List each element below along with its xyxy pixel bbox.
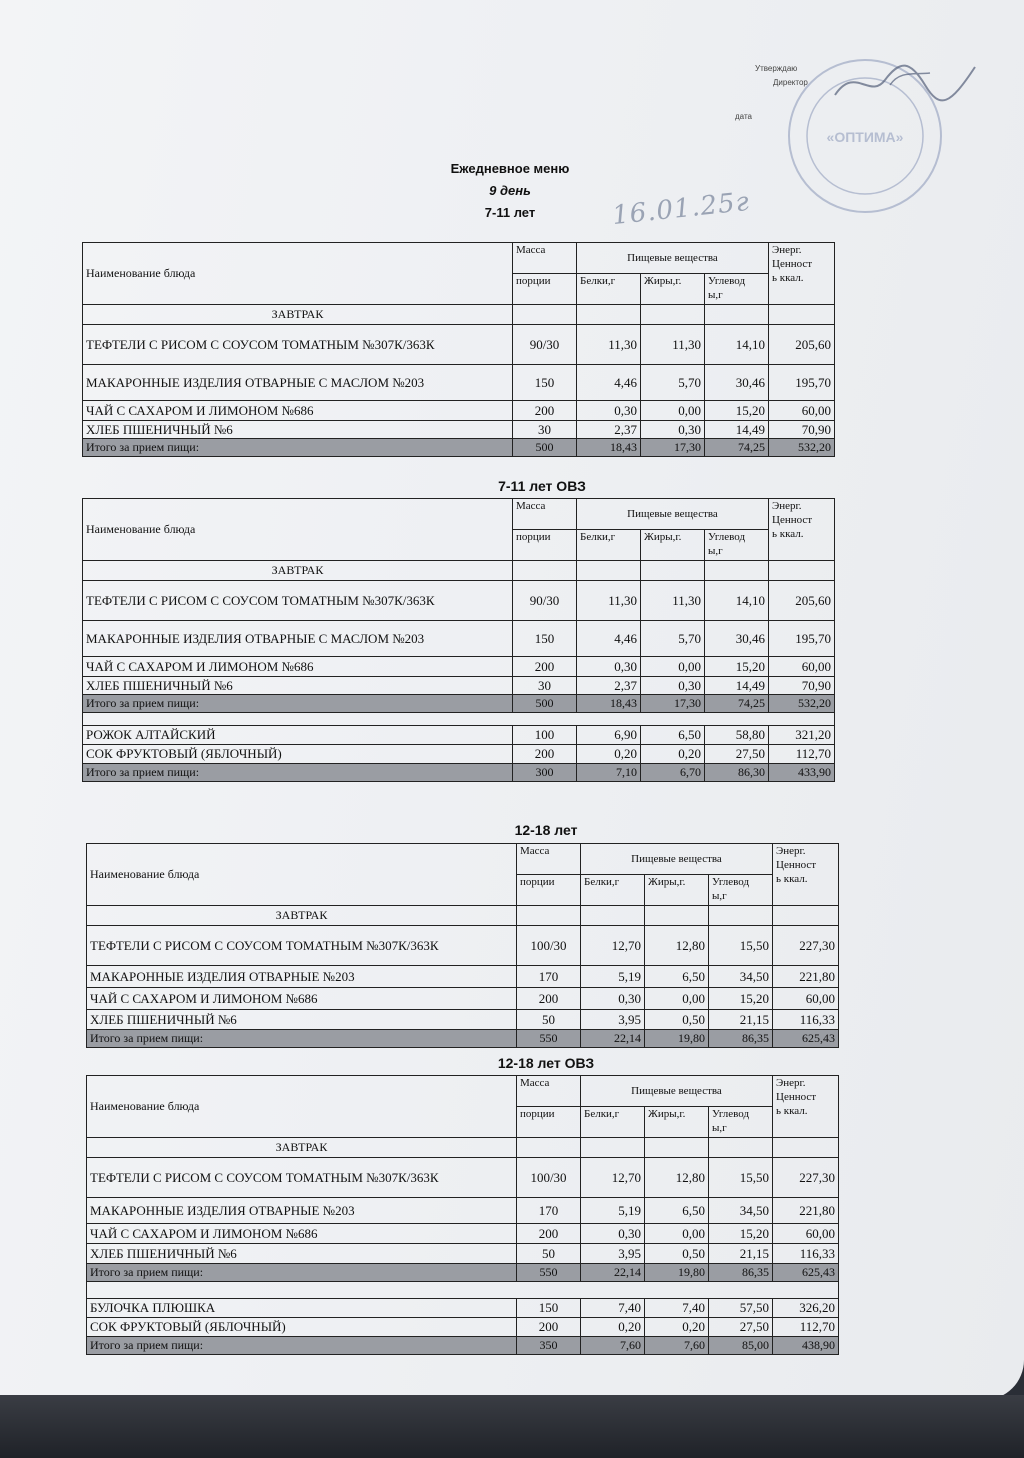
dish-row xyxy=(83,365,835,401)
dish-energy: 221,80 xyxy=(773,966,839,988)
dish-protein: 0,30 xyxy=(577,657,641,677)
dish-portion: 90/30 xyxy=(513,325,577,365)
column-header-energy: Энерг. Ценност ь ккал. xyxy=(773,844,839,906)
dish-row xyxy=(83,726,835,745)
total-label: Итого за прием пищи: xyxy=(87,1337,517,1355)
total-value: 300 xyxy=(513,764,577,782)
dish-portion: 150 xyxy=(513,621,577,657)
column-header-energy: Энерг. Ценност ь ккал. xyxy=(769,499,835,561)
dish-name: ТЕФТЕЛИ С РИСОМ С СОУСОМ ТОМАТНЫМ №307К/363К xyxy=(87,1158,517,1198)
section-title: 12-18 лет ОВЗ xyxy=(497,1055,595,1071)
dish-protein: 3,95 xyxy=(581,1244,645,1264)
dish-portion: 200 xyxy=(513,745,577,764)
dish-protein: 12,70 xyxy=(581,926,645,966)
empty-cell xyxy=(645,906,709,926)
dish-energy: 205,60 xyxy=(769,581,835,621)
total-value: 500 xyxy=(513,695,577,713)
column-header-mass: Масса xyxy=(513,243,577,274)
dish-portion: 150 xyxy=(513,365,577,401)
dish-portion: 170 xyxy=(517,966,581,988)
column-header-fat: Жиры,г. xyxy=(645,1107,709,1138)
dish-row xyxy=(83,657,835,677)
handwritten-date: 16.01.25г xyxy=(610,186,752,232)
total-row xyxy=(87,1264,839,1282)
dish-protein: 11,30 xyxy=(577,325,641,365)
meal-label: ЗАВТРАК xyxy=(87,906,517,926)
header-row xyxy=(83,243,835,274)
meal-label: ЗАВТРАК xyxy=(83,305,513,325)
column-header-energy: Энерг. Ценност ь ккал. xyxy=(769,243,835,305)
total-row xyxy=(83,439,835,457)
approval-line-date: дата xyxy=(735,112,752,121)
dish-portion: 90/30 xyxy=(513,581,577,621)
empty-cell xyxy=(517,1138,581,1158)
total-label: Итого за прием пищи: xyxy=(83,695,513,713)
column-header-protein: Белки,г xyxy=(577,530,641,561)
total-value: 86,30 xyxy=(705,764,769,782)
empty-cell xyxy=(577,305,641,325)
dish-fat: 12,80 xyxy=(645,926,709,966)
total-value: 7,60 xyxy=(581,1337,645,1355)
total-value: 532,20 xyxy=(769,695,835,713)
dish-protein: 5,19 xyxy=(581,1198,645,1224)
empty-cell xyxy=(709,1138,773,1158)
header-row xyxy=(87,844,839,875)
dish-fat: 6,50 xyxy=(641,726,705,745)
dish-protein: 0,20 xyxy=(581,1318,645,1337)
dish-name: ХЛЕБ ПШЕНИЧНЫЙ №6 xyxy=(87,1244,517,1264)
spacer-row xyxy=(83,713,835,726)
dish-energy: 70,90 xyxy=(769,421,835,439)
dish-fat: 0,50 xyxy=(645,1244,709,1264)
dish-fat: 11,30 xyxy=(641,581,705,621)
column-header-name: Наименование блюда xyxy=(87,844,517,906)
dish-energy: 112,70 xyxy=(773,1318,839,1337)
dish-energy: 221,80 xyxy=(773,1198,839,1224)
dish-fat: 6,50 xyxy=(645,966,709,988)
dish-portion: 200 xyxy=(517,1224,581,1244)
dish-portion: 200 xyxy=(517,1318,581,1337)
approval-line-director: Директор xyxy=(773,78,808,87)
empty-cell xyxy=(645,1138,709,1158)
dish-protein: 4,46 xyxy=(577,365,641,401)
menu-table xyxy=(82,242,835,457)
dish-energy: 195,70 xyxy=(769,365,835,401)
column-header-carbs: Углевод ы,г xyxy=(705,274,769,305)
dish-energy: 116,33 xyxy=(773,1010,839,1030)
dish-energy: 60,00 xyxy=(773,988,839,1010)
total-value: 7,60 xyxy=(645,1337,709,1355)
dish-carbs: 30,46 xyxy=(705,365,769,401)
dish-energy: 321,20 xyxy=(769,726,835,745)
dish-name: ЧАЙ С САХАРОМ И ЛИМОНОМ №686 xyxy=(83,657,513,677)
dish-fat: 0,00 xyxy=(641,657,705,677)
total-value: 74,25 xyxy=(705,439,769,457)
page-title: Ежедневное меню xyxy=(450,161,570,176)
spacer-cell xyxy=(87,1282,839,1299)
total-value: 74,25 xyxy=(705,695,769,713)
dish-protein: 0,30 xyxy=(577,401,641,421)
meal-row xyxy=(83,561,835,581)
total-value: 6,70 xyxy=(641,764,705,782)
dish-fat: 6,50 xyxy=(645,1198,709,1224)
dish-name: ЧАЙ С САХАРОМ И ЛИМОНОМ №686 xyxy=(83,401,513,421)
dish-name: ТЕФТЕЛИ С РИСОМ С СОУСОМ ТОМАТНЫМ №307К/363К xyxy=(83,325,513,365)
dish-name: ХЛЕБ ПШЕНИЧНЫЙ №6 xyxy=(83,421,513,439)
dish-row xyxy=(87,1299,839,1318)
dish-carbs: 15,20 xyxy=(709,1224,773,1244)
meal-label: ЗАВТРАК xyxy=(87,1138,517,1158)
total-label: Итого за прием пищи: xyxy=(87,1030,517,1048)
column-header-nutrients: Пищевые вещества xyxy=(581,1076,773,1107)
dish-carbs: 14,49 xyxy=(705,421,769,439)
dish-energy: 60,00 xyxy=(773,1224,839,1244)
column-header-protein: Белки,г xyxy=(581,1107,645,1138)
column-header-fat: Жиры,г. xyxy=(645,875,709,906)
dish-energy: 326,20 xyxy=(773,1299,839,1318)
header-row xyxy=(87,1076,839,1107)
menu-header xyxy=(380,158,640,224)
menu-table xyxy=(86,843,839,1048)
dish-carbs: 14,10 xyxy=(705,581,769,621)
age-label: 7-11 лет xyxy=(484,205,536,220)
dish-carbs: 27,50 xyxy=(705,745,769,764)
dish-protein: 0,30 xyxy=(581,1224,645,1244)
column-header-nutrients: Пищевые вещества xyxy=(577,243,769,274)
empty-cell xyxy=(705,561,769,581)
column-header-name: Наименование блюда xyxy=(87,1076,517,1138)
total-value: 550 xyxy=(517,1030,581,1048)
dish-energy: 195,70 xyxy=(769,621,835,657)
dish-carbs: 21,15 xyxy=(709,1244,773,1264)
dish-carbs: 27,50 xyxy=(709,1318,773,1337)
column-header-portion: порции xyxy=(513,274,577,305)
column-header-protein: Белки,г xyxy=(577,274,641,305)
empty-cell xyxy=(577,561,641,581)
dish-energy: 205,60 xyxy=(769,325,835,365)
column-header-mass: Масса xyxy=(517,844,581,875)
total-value: 85,00 xyxy=(709,1337,773,1355)
dish-carbs: 58,80 xyxy=(705,726,769,745)
total-value: 17,30 xyxy=(641,439,705,457)
dish-portion: 30 xyxy=(513,677,577,695)
dish-row xyxy=(87,1198,839,1224)
dish-name: МАКАРОННЫЕ ИЗДЕЛИЯ ОТВАРНЫЕ С МАСЛОМ №203 xyxy=(83,365,513,401)
empty-cell xyxy=(773,1138,839,1158)
total-value: 433,90 xyxy=(769,764,835,782)
dish-carbs: 15,50 xyxy=(709,926,773,966)
dish-portion: 150 xyxy=(517,1299,581,1318)
empty-cell xyxy=(641,561,705,581)
dish-carbs: 15,20 xyxy=(705,401,769,421)
dish-fat: 0,20 xyxy=(641,745,705,764)
dish-fat: 0,50 xyxy=(645,1010,709,1030)
dish-fat: 7,40 xyxy=(645,1299,709,1318)
dish-portion: 200 xyxy=(517,988,581,1010)
dish-energy: 70,90 xyxy=(769,677,835,695)
total-label: Итого за прием пищи: xyxy=(87,1264,517,1282)
dish-name: ЧАЙ С САХАРОМ И ЛИМОНОМ №686 xyxy=(87,988,517,1010)
dish-carbs: 34,50 xyxy=(709,1198,773,1224)
menu-table xyxy=(82,498,835,782)
total-row xyxy=(87,1030,839,1048)
dish-fat: 0,00 xyxy=(645,1224,709,1244)
section-title: 7-11 лет ОВЗ xyxy=(498,478,586,494)
spacer-cell xyxy=(83,713,835,726)
dish-protein: 11,30 xyxy=(577,581,641,621)
dish-protein: 7,40 xyxy=(581,1299,645,1318)
dish-portion: 100/30 xyxy=(517,926,581,966)
dish-name: МАКАРОННЫЕ ИЗДЕЛИЯ ОТВАРНЫЕ №203 xyxy=(87,1198,517,1224)
column-header-protein: Белки,г xyxy=(581,875,645,906)
empty-cell xyxy=(517,906,581,926)
dish-name: МАКАРОННЫЕ ИЗДЕЛИЯ ОТВАРНЫЕ №203 xyxy=(87,966,517,988)
empty-cell xyxy=(641,305,705,325)
dish-fat: 12,80 xyxy=(645,1158,709,1198)
column-header-name: Наименование блюда xyxy=(83,499,513,561)
dish-energy: 227,30 xyxy=(773,926,839,966)
dish-row xyxy=(83,581,835,621)
dish-name: ЧАЙ С САХАРОМ И ЛИМОНОМ №686 xyxy=(87,1224,517,1244)
dish-row xyxy=(83,677,835,695)
empty-cell xyxy=(769,305,835,325)
section-title: 12-18 лет xyxy=(514,822,578,838)
dish-fat: 5,70 xyxy=(641,365,705,401)
empty-cell xyxy=(705,305,769,325)
column-header-fat: Жиры,г. xyxy=(641,274,705,305)
total-value: 17,30 xyxy=(641,695,705,713)
dish-portion: 100/30 xyxy=(517,1158,581,1198)
total-value: 532,20 xyxy=(769,439,835,457)
total-value: 18,43 xyxy=(577,439,641,457)
dish-fat: 11,30 xyxy=(641,325,705,365)
total-value: 500 xyxy=(513,439,577,457)
table-surface xyxy=(0,1395,1024,1458)
dish-energy: 227,30 xyxy=(773,1158,839,1198)
total-value: 22,14 xyxy=(581,1264,645,1282)
total-value: 550 xyxy=(517,1264,581,1282)
dish-carbs: 34,50 xyxy=(709,966,773,988)
total-value: 350 xyxy=(517,1337,581,1355)
empty-cell xyxy=(773,906,839,926)
dish-carbs: 15,20 xyxy=(705,657,769,677)
dish-row xyxy=(87,1158,839,1198)
dish-name: БУЛОЧКА ПЛЮШКА xyxy=(87,1299,517,1318)
empty-cell xyxy=(513,561,577,581)
dish-portion: 100 xyxy=(513,726,577,745)
dish-protein: 4,46 xyxy=(577,621,641,657)
dish-portion: 200 xyxy=(513,657,577,677)
empty-cell xyxy=(513,305,577,325)
dish-name: ХЛЕБ ПШЕНИЧНЫЙ №6 xyxy=(83,677,513,695)
menu-table xyxy=(86,1075,839,1355)
total-row xyxy=(83,764,835,782)
column-header-portion: порции xyxy=(513,530,577,561)
dish-row xyxy=(83,325,835,365)
column-header-nutrients: Пищевые вещества xyxy=(577,499,769,530)
column-header-fat: Жиры,г. xyxy=(641,530,705,561)
approval-block xyxy=(735,64,808,122)
total-value: 22,14 xyxy=(581,1030,645,1048)
dish-carbs: 21,15 xyxy=(709,1010,773,1030)
column-header-carbs: Углевод ы,г xyxy=(709,1107,773,1138)
total-row xyxy=(83,695,835,713)
dish-name: ТЕФТЕЛИ С РИСОМ С СОУСОМ ТОМАТНЫМ №307К/363К xyxy=(87,926,517,966)
dish-energy: 112,70 xyxy=(769,745,835,764)
total-value: 19,80 xyxy=(645,1264,709,1282)
dish-portion: 30 xyxy=(513,421,577,439)
dish-protein: 12,70 xyxy=(581,1158,645,1198)
empty-cell xyxy=(581,906,645,926)
total-value: 86,35 xyxy=(709,1264,773,1282)
dish-name: МАКАРОННЫЕ ИЗДЕЛИЯ ОТВАРНЫЕ С МАСЛОМ №203 xyxy=(83,621,513,657)
dish-row xyxy=(83,401,835,421)
column-header-portion: порции xyxy=(517,875,581,906)
total-value: 19,80 xyxy=(645,1030,709,1048)
empty-cell xyxy=(709,906,773,926)
dish-row xyxy=(87,926,839,966)
dish-energy: 116,33 xyxy=(773,1244,839,1264)
dish-row xyxy=(87,988,839,1010)
total-label: Итого за прием пищи: xyxy=(83,439,513,457)
meal-row xyxy=(83,305,835,325)
dish-protein: 2,37 xyxy=(577,677,641,695)
dish-row xyxy=(87,1224,839,1244)
dish-name: РОЖОК АЛТАЙСКИЙ xyxy=(83,726,513,745)
total-value: 86,35 xyxy=(709,1030,773,1048)
dish-row xyxy=(87,1010,839,1030)
column-header-mass: Масса xyxy=(513,499,577,530)
dish-protein: 2,37 xyxy=(577,421,641,439)
total-value: 625,43 xyxy=(773,1030,839,1048)
dish-protein: 0,30 xyxy=(581,988,645,1010)
dish-fat: 0,00 xyxy=(645,988,709,1010)
dish-portion: 50 xyxy=(517,1010,581,1030)
dish-name: ТЕФТЕЛИ С РИСОМ С СОУСОМ ТОМАТНЫМ №307К/363К xyxy=(83,581,513,621)
total-row xyxy=(87,1337,839,1355)
dish-name: ХЛЕБ ПШЕНИЧНЫЙ №6 xyxy=(87,1010,517,1030)
dish-carbs: 14,49 xyxy=(705,677,769,695)
dish-fat: 0,20 xyxy=(645,1318,709,1337)
meal-row xyxy=(87,906,839,926)
dish-name: СОК ФРУКТОВЫЙ (ЯБЛОЧНЫЙ) xyxy=(87,1318,517,1337)
dish-fat: 0,00 xyxy=(641,401,705,421)
dish-name: СОК ФРУКТОВЫЙ (ЯБЛОЧНЫЙ) xyxy=(83,745,513,764)
total-value: 18,43 xyxy=(577,695,641,713)
column-header-carbs: Углевод ы,г xyxy=(705,530,769,561)
column-header-nutrients: Пищевые вещества xyxy=(581,844,773,875)
dish-row xyxy=(83,421,835,439)
dish-row xyxy=(83,621,835,657)
column-header-name: Наименование блюда xyxy=(83,243,513,305)
total-value: 438,90 xyxy=(773,1337,839,1355)
header-row xyxy=(83,499,835,530)
spacer-row xyxy=(87,1282,839,1299)
dish-protein: 0,20 xyxy=(577,745,641,764)
dish-carbs: 57,50 xyxy=(709,1299,773,1318)
stamp-text: «ОПТИМА» xyxy=(826,129,904,145)
empty-cell xyxy=(581,1138,645,1158)
day-label: 9 день xyxy=(489,183,531,198)
approval-line-approve: Утверждаю xyxy=(755,64,798,73)
dish-fat: 0,30 xyxy=(641,677,705,695)
dish-energy: 60,00 xyxy=(769,657,835,677)
column-header-carbs: Углевод ы,г xyxy=(709,875,773,906)
total-label: Итого за прием пищи: xyxy=(83,764,513,782)
dish-portion: 170 xyxy=(517,1198,581,1224)
dish-carbs: 15,50 xyxy=(709,1158,773,1198)
dish-row xyxy=(87,1244,839,1264)
dish-energy: 60,00 xyxy=(769,401,835,421)
dish-row xyxy=(87,966,839,988)
dish-carbs: 14,10 xyxy=(705,325,769,365)
dish-portion: 200 xyxy=(513,401,577,421)
column-header-mass: Масса xyxy=(517,1076,581,1107)
empty-cell xyxy=(769,561,835,581)
column-header-energy: Энерг. Ценност ь ккал. xyxy=(773,1076,839,1138)
dish-protein: 3,95 xyxy=(581,1010,645,1030)
dish-carbs: 30,46 xyxy=(705,621,769,657)
total-value: 625,43 xyxy=(773,1264,839,1282)
dish-fat: 5,70 xyxy=(641,621,705,657)
dish-fat: 0,30 xyxy=(641,421,705,439)
dish-protein: 5,19 xyxy=(581,966,645,988)
total-value: 7,10 xyxy=(577,764,641,782)
meal-row xyxy=(87,1138,839,1158)
dish-portion: 50 xyxy=(517,1244,581,1264)
column-header-portion: порции xyxy=(517,1107,581,1138)
dish-row xyxy=(87,1318,839,1337)
dish-protein: 6,90 xyxy=(577,726,641,745)
meal-label: ЗАВТРАК xyxy=(83,561,513,581)
dish-row xyxy=(83,745,835,764)
dish-carbs: 15,20 xyxy=(709,988,773,1010)
